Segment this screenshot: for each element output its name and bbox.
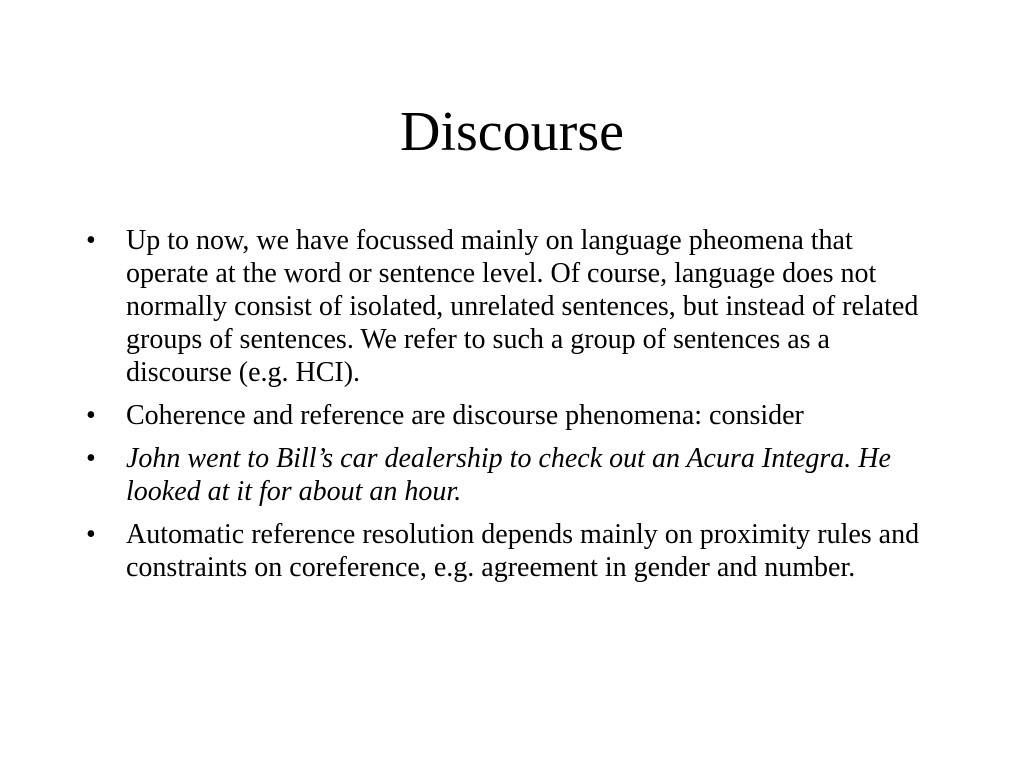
bullet-text: Up to now, we have focussed mainly on language pheomena that operate at the word or sentence level. Of course, language does not normally consist of isolated, unrelated sentences, but instead of related groups of sentences. We refer to such a group of sentences as a discourse (e.g. HCI). xyxy=(126,225,919,388)
bullet-item xyxy=(78,224,928,389)
bullet-dot-icon: • xyxy=(86,400,96,431)
bullet-list xyxy=(78,224,928,594)
bullet-item xyxy=(78,399,928,432)
bullet-text: Coherence and reference are discourse phenomena: consider xyxy=(126,400,804,431)
bullet-item-example xyxy=(78,442,928,508)
bullet-dot-icon: • xyxy=(86,519,96,550)
bullet-text: Automatic reference resolution depends mainly on proximity rules and constraints on coreference, e.g. agreement in gender and number. xyxy=(126,519,920,583)
bullet-text-example: John went to Bill’s car dealership to check out an Acura Integra. He looked at it for about an hour. xyxy=(126,443,891,507)
bullet-item xyxy=(78,518,928,584)
bullet-dot-icon: • xyxy=(86,225,96,256)
slide-title: Discourse xyxy=(400,101,624,163)
bullet-dot-icon: • xyxy=(86,443,96,474)
